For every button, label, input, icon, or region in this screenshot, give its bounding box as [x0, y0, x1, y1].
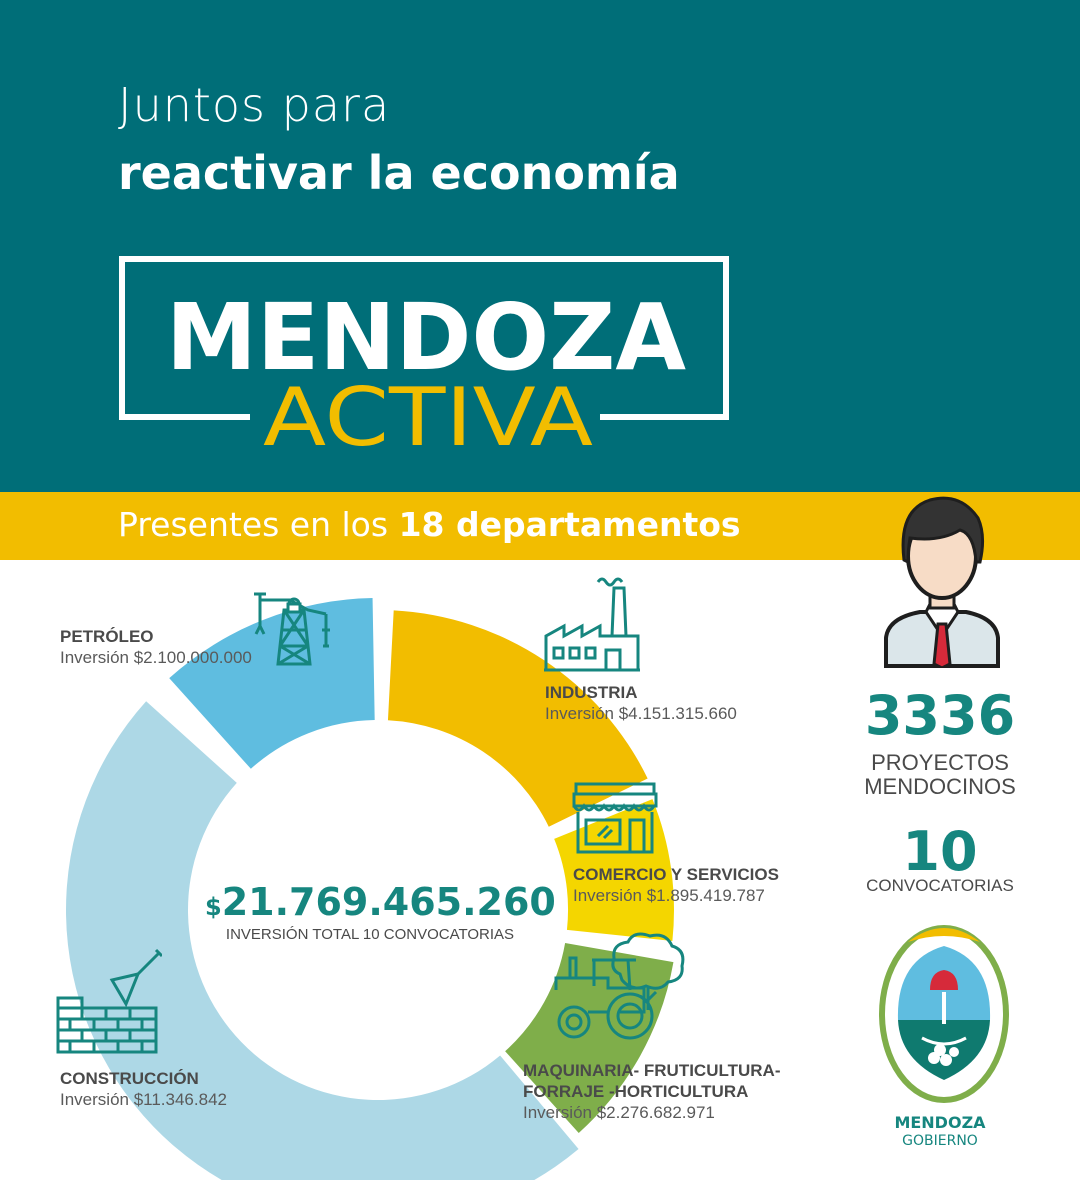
label-title-2: FORRAJE -HORTICULTURA — [523, 1082, 749, 1101]
storefront-icon — [570, 780, 660, 855]
mendoza-gobierno-seal-icon — [878, 920, 1010, 1110]
oil-pump-icon — [250, 586, 340, 671]
label-petroleo — [60, 626, 252, 669]
gov-logo-text — [870, 1113, 1010, 1151]
logo-title-activa: ACTIVA — [263, 371, 594, 464]
person-avatar-icon — [880, 490, 1005, 668]
departments-highlight: 18 departamentos — [398, 505, 741, 544]
label-value: Inversión $4.151.315.660 — [545, 704, 737, 723]
projects-label-2: MENDOCINOS — [864, 774, 1016, 799]
label-value: Inversión $2.100.000.000 — [60, 648, 252, 667]
total-amount — [205, 880, 556, 924]
header-line-2: reactivar la economía — [118, 146, 680, 200]
total-amount-value: 21.769.465.260 — [221, 880, 556, 924]
label-value: Inversión $2.276.682.971 — [523, 1103, 715, 1122]
calls-label: CONVOCATORIAS — [866, 876, 1014, 895]
total-caption: INVERSIÓN TOTAL 10 CONVOCATORIAS — [225, 926, 515, 943]
gov-logo-line-2: GOBIERNO — [902, 1133, 978, 1149]
label-maquinaria — [523, 1060, 780, 1124]
tractor-icon — [548, 930, 688, 1045]
label-title: CONSTRUCCIÓN — [60, 1069, 199, 1088]
currency-symbol: $ — [205, 893, 222, 921]
label-title: PETRÓLEO — [60, 627, 154, 646]
label-comercio — [573, 864, 779, 907]
brick-wall-icon — [52, 948, 162, 1058]
label-industria — [545, 682, 737, 725]
total-investment — [205, 880, 556, 943]
label-value: Inversión $11.346.842 — [60, 1090, 227, 1109]
label-title: INDUSTRIA — [545, 683, 638, 702]
factory-icon — [540, 570, 645, 675]
label-title: COMERCIO Y SERVICIOS — [573, 865, 779, 884]
label-title: MAQUINARIA- FRUTICULTURA- — [523, 1061, 781, 1080]
label-construccion — [60, 1068, 227, 1111]
calls-count: 10 — [902, 820, 978, 883]
label-value: Inversión $1.895.419.787 — [573, 886, 765, 905]
gov-logo-line-1: MENDOZA — [894, 1113, 986, 1132]
logo-title-mendoza: MENDOZA — [166, 284, 686, 391]
departments-prefix: Presentes en los — [118, 505, 399, 544]
projects-count: 3336 — [864, 684, 1016, 747]
header-line-1: Juntos para — [118, 78, 391, 132]
projects-label-1: PROYECTOS — [871, 750, 1009, 775]
